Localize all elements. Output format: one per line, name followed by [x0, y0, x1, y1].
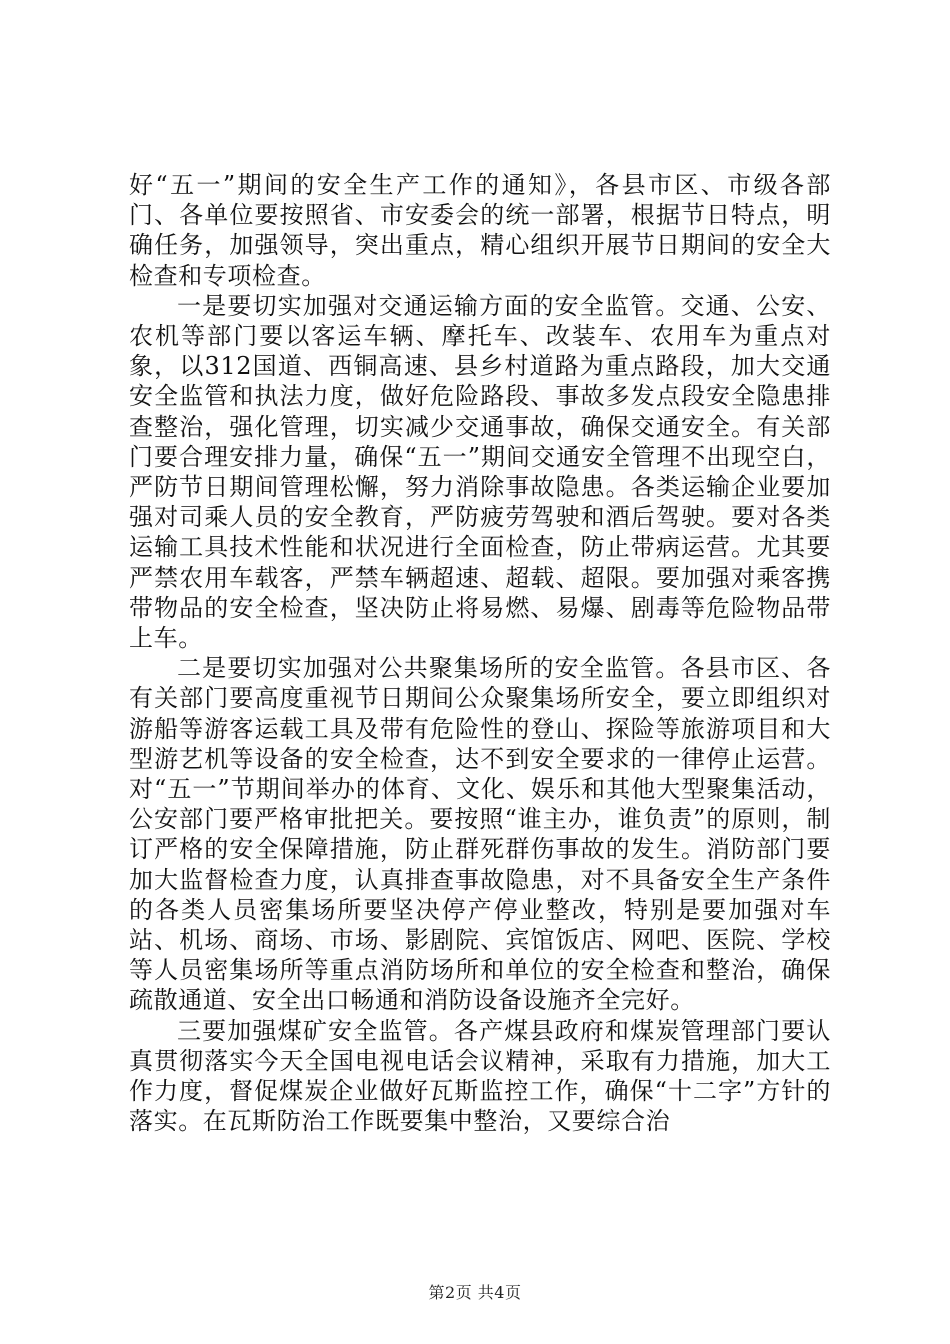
document-body — [129, 170, 831, 1137]
paragraph-continuation: 好“五一”期间的安全生产工作的通知》，各县市区、市级各部门、各单位要按照省、市安委会的统一部署，根据节日特点，明确任务，加强领导，突出重点，精心组织开展节日期间的安全大检查和专项检查。 — [129, 171, 831, 290]
paragraph-public-venues: 二是要切实加强对公共聚集场所的安全监管。各县市区、各有关部门要高度重视节日期间公众聚集场所安全，要立即组织对游船等游客运载工具及带有危险性的登山、探险等旅游项目和大型游艺机等设备的安全检查，达不到安全要求的一律停止运营。对“五一”节期间举办的体育、文化、娱乐和其他大型聚集活动，公安部门要严格审批把关。要按照“谁主办，谁负责”的原则，制订严格的安全保障措施，防止群死群伤事故的发生。消防部门要加大监督检查力度，认真排查事故隐患，对不具备安全生产条件的各类人员密集场所要坚决停产停业整改，特别是要加强对车站、机场、商场、市场、影剧院、宾馆饭店、网吧、医院、学校等人员密集场所等重点消防场所和单位的安全检查和整治，确保疏散通道、安全出口畅通和消防设备设施齐全完好。 — [129, 654, 831, 1015]
paragraph-traffic-safety: 一是要切实加强对交通运输方面的安全监管。交通、公安、农机等部门要以客运车辆、摩托车、改装车、农用车为重点对象，以312国道、西铜高速、县乡村道路为重点路段，加大交通安全监管和执法力度，做好危险路段、事故多发点段安全隐患排查整治，强化管理，切实减少交通事故，确保交通安全。有关部门要合理安排力量，确保“五一”期间交通安全管理不出现空白，严防节日期间管理松懈，努力消除事故隐患。各类运输企业要加强对司乘人员的安全教育，严防疲劳驾驶和酒后驾驶。要对各类运输工具技术性能和状况进行全面检查，防止带病运营。尤其要严禁农用车载客，严禁车辆超速、超载、超限。要加强对乘客携带物品的安全检查，坚决防止将易燃、易爆、剧毒等危险物品带上车。 — [129, 291, 831, 653]
paragraph-coal-mine: 三要加强煤矿安全监管。各产煤县政府和煤炭管理部门要认真贯彻落实今天全国电视电话会议精神，采取有力措施，加大工作力度，督促煤炭企业做好瓦斯监控工作，确保“十二字”方针的落实。在瓦斯防治工作既要集中整治，又要综合治 — [129, 1016, 831, 1136]
page-number-footer: 第2页 共4页 — [428, 1283, 522, 1302]
